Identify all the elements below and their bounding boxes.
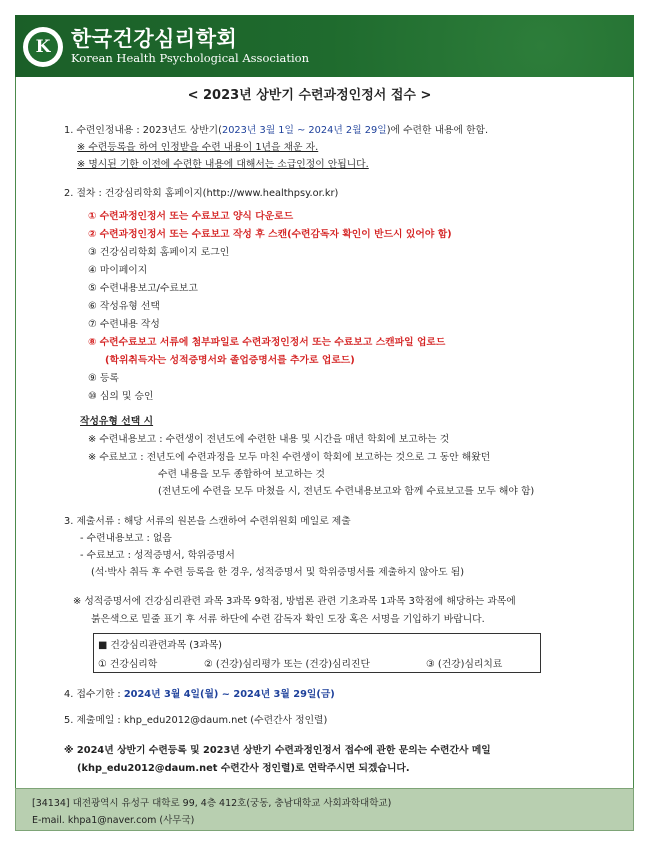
closing-line1: ※ 2024년 상반기 수련등록 및 2023년 상반기 수련과정인정서 접수에 관한 문의는 수련간사 메일: [64, 745, 491, 756]
org-name-english: Korean Health Psychological Association: [71, 51, 309, 65]
step-7: ⑦ 수련내용 작성: [88, 319, 160, 330]
section1-note1: ※ 수련등록을 하여 인정받을 수련 내용이 1년을 채운 자.: [77, 142, 319, 153]
step-10: ⑩ 심의 및 승인: [88, 391, 154, 402]
type-note2c: (전년도에 수련을 모두 마쳤을 시, 전년도 수련내용보고와 함께 수료보고를 모두 해야 함): [158, 486, 535, 497]
footer-email: E-mail. khpa1@naver.com (사무국): [32, 815, 195, 826]
deadline-label: 4. 접수기한 :: [64, 689, 124, 700]
type-note1: ※ 수련내용보고 : 수련생이 전년도에 수련한 내용 및 시간을 매년 학회에 보고하는 것: [88, 434, 450, 445]
logo-mark: K: [28, 32, 58, 62]
course-3: ③ (건강)심리치료: [426, 659, 503, 670]
type-heading: 작성유형 선택 시: [80, 416, 154, 427]
section1-label: 1. 수련인정내용 : 2023년도 상반기(: [64, 125, 222, 136]
section3-heading: 3. 제출서류 : 해당 서류의 원본을 스캔하여 수련위원회 메일로 제출: [64, 516, 351, 527]
footer-address: [34134] 대전광역시 유성구 대학로 99, 4층 412호(궁동, 충남대학교 사회과학대학교): [32, 798, 392, 809]
step-6: ⑥ 작성유형 선택: [88, 301, 160, 312]
course-1: ① 건강심리학: [98, 659, 158, 670]
related-courses-box: [93, 633, 541, 673]
section1-line: [64, 122, 488, 136]
section3-note-b: 붉은색으로 밑줄 표기 후 서류 하단에 수련 감독자 확인 도장 혹은 서명을 기입하기 바랍니다.: [91, 614, 485, 625]
footer: [15, 788, 634, 831]
box-title: ■ 건강심리관련과목 (3과목): [98, 640, 222, 651]
section1-tail: )에 수련한 내용에 한함.: [386, 125, 489, 136]
section1-note2: ※ 명시된 기한 이전에 수련한 내용에 대해서는 소급인정이 안됩니다.: [77, 159, 369, 170]
step-2: ② 수련과정인정서 또는 수료보고 작성 후 스캔(수련감독자 확인이 반드시 있어야 함): [88, 229, 452, 240]
step-1: ① 수련과정인정서 또는 수료보고 양식 다운로드: [88, 211, 294, 222]
type-note2a: ※ 수료보고 : 전년도에 수련과정을 모두 마친 수련생이 학회에 보고하는 것으로 그 동안 해왔던: [88, 452, 491, 463]
section5-line: 5. 제출메일 : khp_edu2012@daum.net (수련간사 정인렬): [64, 715, 328, 726]
step-4: ④ 마이페이지: [88, 265, 148, 276]
section3-item2: - 수료보고 : 성적증명서, 학위증명서: [80, 550, 235, 561]
section3-note-a: ※ 성적증명서에 건강심리관련 과목 3과목 9학점, 방법론 관련 기초과목 1과목 3학점에 해당하는 과목에: [73, 596, 516, 607]
type-note2b: 수련 내용을 모두 종합하여 보고하는 것: [158, 469, 325, 480]
org-name-korean: 한국건강심리학회: [71, 27, 238, 51]
course-2: ② (건강)심리평가 또는 (건강)심리진단: [204, 659, 370, 670]
header-banner: [15, 15, 634, 77]
section3-item3: (석·박사 취득 후 수련 등록을 한 경우, 성적증명서 및 학위증명서를 제출하지 않아도 됨): [91, 567, 465, 578]
step-8-note: (학위취득자는 성적증명서와 졸업증명서를 추가로 업로드): [105, 355, 355, 366]
page-title: < 2023년 상반기 수련과정인정서 접수 >: [187, 88, 432, 103]
closing-line2: (khp_edu2012@daum.net 수련간사 정인렬)로 연락주시면 되겠습니다.: [77, 763, 410, 774]
section3-item1: - 수련내용보고 : 없음: [80, 533, 172, 544]
step-8: ⑧ 수련수료보고 서류에 첨부파일로 수련과정인정서 또는 수료보고 스캔파일 업로드: [88, 337, 446, 348]
logo: [23, 27, 63, 67]
step-9: ⑨ 등록: [88, 373, 119, 384]
section2-heading: 2. 절차 : 건강심리학회 홈페이지(http://www.healthpsy.or.kr): [64, 188, 339, 199]
step-3: ③ 건강심리학회 홈페이지 로그인: [88, 247, 230, 258]
section1-period: 2023년 3월 1일 ~ 2024년 2월 29일: [221, 125, 387, 136]
step-5: ⑤ 수련내용보고/수료보고: [88, 283, 198, 294]
section4-line: [64, 686, 335, 700]
deadline-value: 2024년 3월 4일(월) ~ 2024년 3월 29일(금): [123, 689, 335, 700]
